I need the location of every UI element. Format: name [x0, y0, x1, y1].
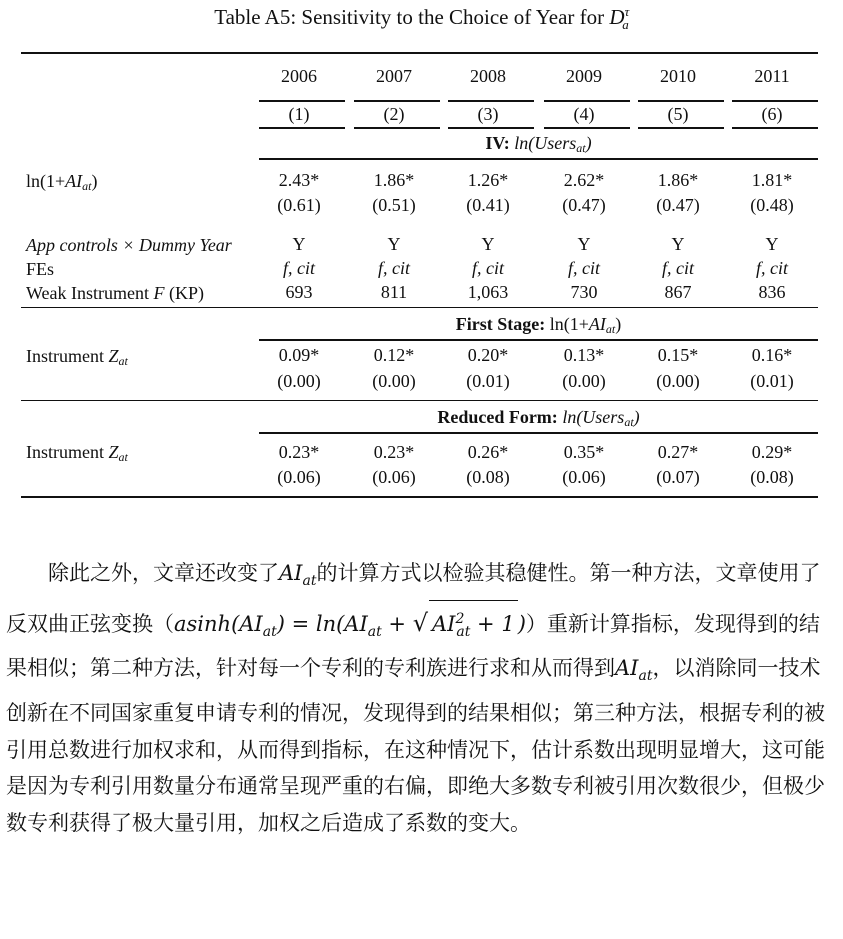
year-header: 2008: [470, 66, 506, 86]
year-underline: [732, 100, 818, 102]
row-label-fs-instrument: Instrument $Z_{at}$: [26, 346, 128, 368]
bottom-rule: [21, 496, 818, 498]
row-label-ai: $\ln(1+AI_{at})$: [26, 171, 98, 193]
fes-cell: f, cit: [472, 258, 504, 278]
coef-cell: 0.35*: [563, 442, 605, 462]
column-number-underline: [732, 127, 818, 129]
row-label-rf-instrument: Instrument $Z_{at}$: [26, 442, 128, 464]
year-underline: [354, 100, 440, 102]
coef-cell: 0.20*: [467, 345, 509, 365]
controls-cell: Y: [387, 234, 401, 254]
panel-reduced-form-rule: [259, 432, 818, 434]
column-number-underline: [259, 127, 345, 129]
coef-cell: 1.81*: [751, 170, 793, 190]
year-header: 2010: [660, 66, 696, 86]
se-cell: (0.61): [277, 195, 321, 215]
mid-rule-1: [21, 307, 818, 308]
panel-iv-heading: IV: ln(Users$_{at}$): [485, 133, 592, 155]
title-symbol: D: [609, 5, 625, 29]
coef-cell: 0.29*: [751, 442, 793, 462]
panel-reduced-form-heading: Reduced Form: ln(Users$_{at}$): [437, 407, 640, 429]
se-cell: (0.48): [750, 195, 794, 215]
coef-cell: 0.23*: [278, 442, 320, 462]
coef-cell: 2.62*: [563, 170, 605, 190]
coef-cell: 0.13*: [563, 345, 605, 365]
column-number-underline: [448, 127, 534, 129]
coef-cell: 1.86*: [373, 170, 415, 190]
ai-at-symbol-2: $AI_{at}$: [615, 656, 653, 685]
top-rule: [21, 52, 818, 54]
se-cell: (0.07): [656, 467, 700, 487]
coef-cell: 0.26*: [467, 442, 509, 462]
column-number-underline: [544, 127, 630, 129]
se-cell: (0.41): [466, 195, 510, 215]
weak-instrument-cell: 836: [758, 282, 786, 302]
column-number: (3): [477, 104, 499, 124]
coef-cell: 0.16*: [751, 345, 793, 365]
fes-cell: f, cit: [662, 258, 694, 278]
fes-cell: f, cit: [756, 258, 788, 278]
year-header: 2006: [281, 66, 317, 86]
se-cell: (0.01): [466, 371, 510, 391]
row-label-fes: FEs: [26, 259, 55, 279]
panel-iv-rule: [259, 158, 818, 160]
column-number: (4): [573, 104, 595, 124]
table-title: Table A5: Sensitivity to the Choice of Year for $D^\tau_a$: [214, 4, 630, 33]
se-cell: (0.08): [750, 467, 794, 487]
year-underline: [638, 100, 724, 102]
column-number: (5): [667, 104, 689, 124]
se-cell: (0.00): [656, 371, 700, 391]
sqrt-icon: √: [412, 608, 428, 637]
panel-first-stage-rule: [259, 339, 818, 341]
coef-cell: 0.09*: [278, 345, 320, 365]
se-cell: (0.01): [750, 371, 794, 391]
year-header: 2011: [754, 66, 790, 86]
se-cell: (0.06): [277, 467, 321, 487]
coef-cell: 0.27*: [657, 442, 699, 462]
year-header: 2009: [566, 66, 602, 86]
coef-cell: 1.26*: [467, 170, 509, 190]
coef-cell: 0.12*: [373, 345, 415, 365]
body-paragraph: 除此之外，文章还改变了$AI_{at}$的计算方式以检验其稳健性。第一种方法，文章使用了反双曲正弦变换（$asinh(AI_{at}) = \ln(AI_{at}$ + √ $AI^2_{at} + 1$ )）重新计算指标，发现得到的结果相似；第二种方法，针对每一个专利的专利族进行求和从而得到$AI_{at}$，以消除同一技术创新在不同国家重复申请专利的情况，发现得到的结果相似；第三种方法，根据专利的被引用总数进行加权求和，从而得到指标，在这种情况下，估计系数出现明显增大，这可能是因为专利引用数量分布通常呈现严重的右偏，即绝大多数专利被引用次数很少，但极少数专利获得了极大量引用，加权之后造成了系数的变大。: [6, 561, 825, 835]
coef-cell: 2.43*: [278, 170, 320, 190]
controls-cell: Y: [577, 234, 591, 254]
coef-cell: 0.15*: [657, 345, 699, 365]
column-number: (2): [383, 104, 405, 124]
year-underline: [448, 100, 534, 102]
weak-instrument-cell: 693: [285, 282, 313, 302]
column-number-underline: [354, 127, 440, 129]
column-number-underline: [638, 127, 724, 129]
ai-at-symbol: $AI_{at}$: [279, 561, 317, 590]
row-label-weak-instrument: Weak Instrument F (KP): [26, 283, 205, 303]
year-underline: [544, 100, 630, 102]
coef-cell: 0.23*: [373, 442, 415, 462]
asinh-formula: $asinh(AI_{at}) = \ln(AI_{at}$ + √ $AI^2_{at} + 1$ ): [174, 612, 526, 636]
se-cell: (0.00): [277, 371, 321, 391]
panel-first-stage-heading: First Stage: $\ln(1+AI_{at})$: [455, 314, 622, 336]
se-cell: (0.00): [372, 371, 416, 391]
year-header: 2007: [376, 66, 412, 86]
column-number: (1): [288, 104, 310, 124]
year-underline: [259, 100, 345, 102]
se-cell: (0.00): [562, 371, 606, 391]
se-cell: (0.47): [656, 195, 700, 215]
se-cell: (0.51): [372, 195, 416, 215]
se-cell: (0.06): [372, 467, 416, 487]
se-cell: (0.06): [562, 467, 606, 487]
controls-cell: Y: [765, 234, 779, 254]
row-label-controls: App controls × Dummy Year: [26, 235, 232, 255]
weak-instrument-cell: 867: [664, 282, 692, 302]
se-cell: (0.47): [562, 195, 606, 215]
weak-instrument-cell: 730: [570, 282, 598, 302]
se-cell: (0.08): [466, 467, 510, 487]
mid-rule-2: [21, 400, 818, 401]
controls-cell: Y: [481, 234, 495, 254]
controls-cell: Y: [292, 234, 306, 254]
controls-cell: Y: [671, 234, 685, 254]
column-number: (6): [761, 104, 783, 124]
fes-cell: f, cit: [378, 258, 410, 278]
weak-instrument-cell: 811: [380, 282, 408, 302]
coef-cell: 1.86*: [657, 170, 699, 190]
weak-instrument-cell: 1,063: [467, 282, 509, 302]
fes-cell: f, cit: [283, 258, 315, 278]
fes-cell: f, cit: [568, 258, 600, 278]
